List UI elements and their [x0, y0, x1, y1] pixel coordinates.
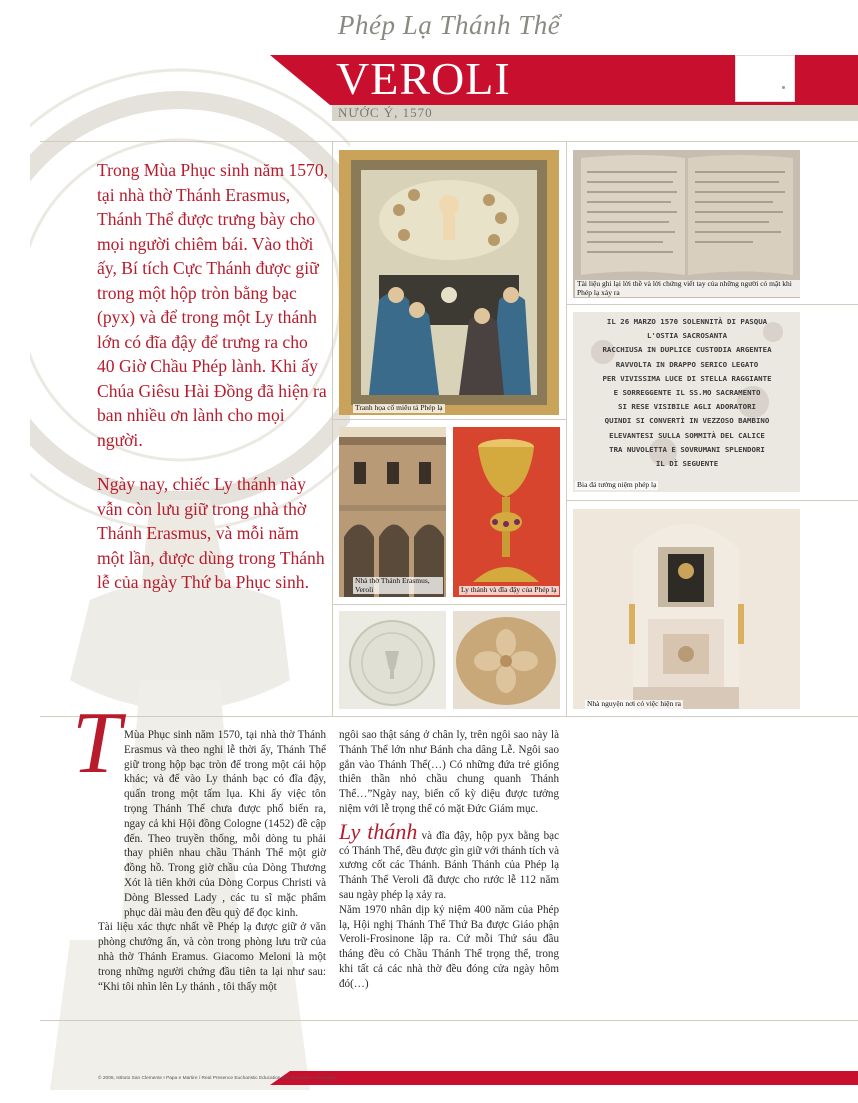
plaque-line: QUINDI SI CONVERTÌ IN VEZZOSO BAMBINO: [604, 416, 770, 426]
intro-text: [97, 158, 329, 615]
plaque-line: IL 26 MARZO 1570 SOLENNITÀ DI PASQUA: [606, 317, 768, 326]
church-image: [339, 427, 446, 597]
page-title: VEROLI: [336, 53, 511, 104]
pyx-base-photo: [453, 611, 560, 709]
footer-banner: [270, 1071, 858, 1085]
manuscript-image: [573, 150, 800, 298]
footer-copyright: © 2006, Istituto San Clemente I Papa e Martire / Real Presence Eucharistic Education and Adoration Association: [98, 1076, 337, 1081]
intro-paragraph: Ngày nay, chiếc Ly thánh này vẫn còn lưu giữ trong nhà thờ Thánh Erasmus, và mỗi năm một lần, được dùng trong Thánh lễ của ngày Thứ ba Phục sinh.: [97, 474, 325, 592]
church-photo: [339, 427, 446, 597]
chalice-image: [453, 427, 560, 597]
photo-caption: Tranh họa cổ miêu tả Phép lạ: [355, 403, 443, 412]
divider-photo-row: [566, 304, 858, 305]
divider-top: [40, 141, 858, 142]
chapel-image: [573, 509, 800, 709]
plaque-photo: [573, 312, 800, 492]
divider-photo-row: [566, 500, 858, 501]
divider-middle: [40, 716, 858, 717]
pyx-base-image: [453, 611, 560, 709]
photo-caption: Nhà nguyện nơi có việc hiện ra: [587, 699, 681, 708]
article-paragraph: Tài liệu xác thực nhất về Phép lạ được giữ ở văn phòng chưởng ấn, và còn trong phòng lưu trữ của nhà thờ Thánh Eramus. Giacomo Meloni là một trong những người chứng đầu tiên ta lại như sau: “Khi tôi nhìn lên Ly thánh , tôi thấy một: [98, 921, 326, 993]
chalice-photo: [453, 427, 560, 597]
chapel-photo: [573, 509, 800, 709]
title-banner-box: [735, 55, 795, 102]
intro-paragraph: Trong Mùa Phục sinh năm 1570, tại nhà thờ Thánh Erasmus, Thánh Thể được trưng bày cho mọi người chiêm bái. Vào thời ấy, Bí tích Cực Thánh được giữ trong một hộp tròn bằng bạc (pyx) và để trong một Ly thánh lớn có đĩa đậy để trưng ra cho 40 Giờ Chầu Phép lành. Khi ấy Chúa Giêsu Hài Đồng đã hiện ra ban nhiều ơn lành cho mọi người.: [97, 160, 329, 450]
photo-caption: Bia đá tưởng niệm phép lạ: [577, 480, 657, 489]
painting-image: [339, 150, 559, 415]
plaque-line: E SORREGGENTE IL SS.MO SACRAMENTO: [613, 388, 761, 398]
divider-vertical-1: [332, 141, 333, 716]
pyx-lid-photo: [339, 611, 446, 709]
drop-cap: T: [72, 695, 121, 792]
article-paragraph: và đĩa đậy, hộp pyx bằng bạc có Thánh Thể, đều được gìn giữ với thánh tích và xương cốt các Thánh. Bánh Thánh của Phép lạ Thánh Thể Veroli đã được cho rước lễ 112 năm sau ngày phép lạ xảy ra.: [339, 829, 559, 901]
divider-photo-row: [332, 604, 566, 605]
plaque-line: ELEVANTESI SULLA SOMMITÀ DEL CALICE: [609, 430, 765, 440]
plaque-line: IL DÌ SEGUENTE: [655, 459, 719, 469]
article-column-1: [98, 728, 326, 994]
photo-caption: Tài liệu ghi lại lời thề và lời chứng viết tay của những người có mặt khi Phép lạ xảy ra: [575, 280, 800, 297]
plaque-line: RAVVOLTA IN DRAPPO SERICO LEGATO: [615, 359, 759, 369]
divider-vertical-2: [566, 141, 567, 716]
plaque-line: SI RESE VISIBILE AGLI ADORATORI: [618, 402, 756, 412]
page-subtitle: NƯỚC Ý, 1570: [338, 105, 433, 120]
painting-photo: [339, 150, 559, 415]
photo-caption: Nhà thờ Thánh Erasmus, Veroli: [353, 577, 443, 594]
article-subheading: Ly thánh: [339, 818, 418, 844]
series-title: Phép Lạ Thánh Thể: [338, 10, 561, 40]
pyx-lid-image: [339, 611, 446, 709]
plaque-inscription: [579, 315, 795, 471]
plaque-line: PER VIVISSIMA LUCE DI STELLA RAGGIANTE: [602, 373, 772, 383]
plaque-line: L'OSTIA SACROSANTA: [646, 331, 728, 341]
divider-photo-row: [332, 419, 566, 420]
manuscript-photo: [573, 150, 800, 298]
article-column-2: [339, 728, 559, 992]
article-paragraph: Mùa Phục sinh năm 1570, tại nhà thờ Thánh Erasmus và theo nghi lễ thời ấy, Thánh Thể giữ trong hộp bạc tròn để trong một cái hộp khác; và để vào Ly thánh bạc có đĩa đậy, quấn trong một tấm lụa. Khi ấy việc tôn trọng Thánh Thể chưa được phổ biến ra, ngay cả khi Hội đồng Cologne (1452) đề cập đến. Theo truyền thống, mỗi dòng tu phải thay phiên nhau chầu Thánh Thể một giờ đồng hồ. Trong giờ chầu của Dòng Thương Xót là tiên khởi của Dòng Corpus Christi và Dòng Blessed Lady , các tu sĩ mặc phẩm phục dài màu đen đều quỳ để đọc kinh.: [124, 729, 326, 919]
banner-dot: [782, 86, 785, 89]
article-paragraph: Năm 1970 nhân dịp kỷ niệm 400 năm của Phép lạ, Hội nghị Thánh Thể Thứ Ba được Giáo phận Veroli-Frosinone lập ra. Cứ mỗi Thứ sáu đầu tháng đều có Chầu Thánh Thể trọng thể, trong khi tất cả các nhà thờ đều đóng cửa ngày hôm đó(…): [339, 903, 559, 990]
divider-bottom: [40, 1020, 858, 1021]
article-paragraph: ngôi sao thật sáng ở chân ly, trên ngôi sao này là Thánh Thể lớn như Bánh cha dâng Lễ. Ngôi sao gắn vào Thánh Thể(…) Có những đứa trẻ giống thiên thần nhỏ chầu chung quanh Thánh Thể…”Ngày nay, biến cố kỳ diệu được tưởng niệm với lễ trọng thể có mặt Đức Giám mục.: [339, 729, 559, 815]
photo-caption: Ly thánh và đĩa đậy của Phép lạ: [461, 585, 557, 594]
plaque-line: TRA NUVOLETTA E SOVRUMANI SPLENDORI: [609, 444, 765, 454]
plaque-line: RACCHIUSA IN DUPLICE CUSTODIA ARGENTEA: [602, 345, 772, 355]
